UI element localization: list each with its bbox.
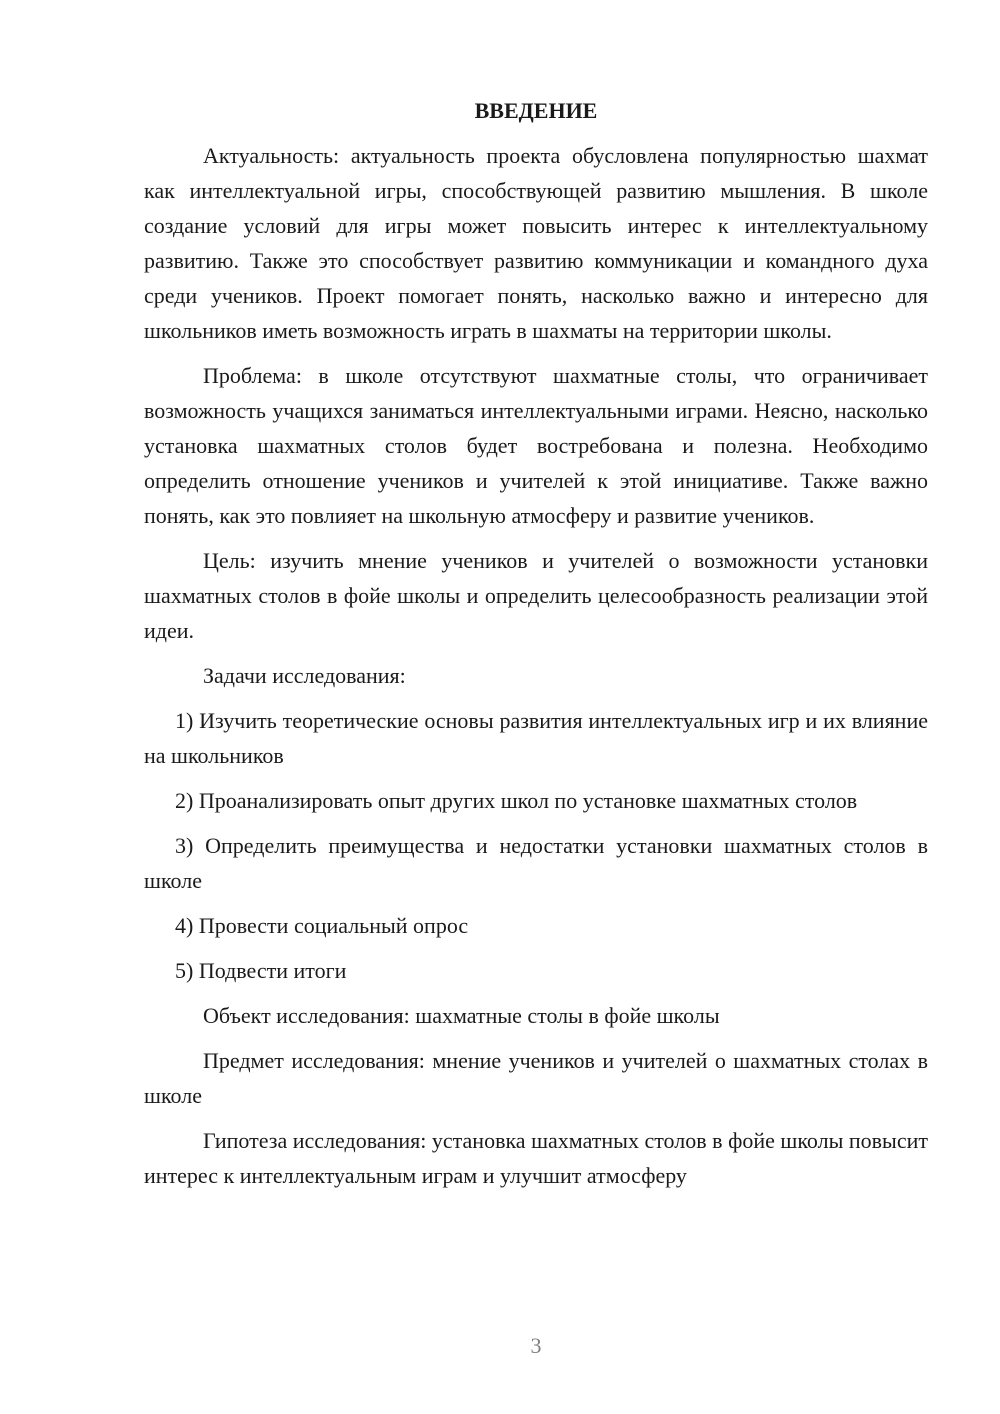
section-heading: ВВЕДЕНИЕ: [474, 98, 598, 123]
task-item-1: 1) Изучить теоретические основы развития интеллектуальных игр и их влияние на школьников: [144, 708, 928, 768]
tasks-title: Задачи исследования:: [203, 663, 406, 688]
page-number: 3: [530, 1333, 542, 1358]
task-item-2: 2) Проанализировать опыт других школ по установке шахматных столов: [175, 788, 858, 813]
subject-paragraph: Предмет исследования: мнение учеников и учителей о шахматных столах в школе: [144, 1048, 928, 1108]
tasks-list: [144, 703, 928, 988]
page-content: [144, 93, 928, 1203]
task-item-5: 5) Подвести итоги: [175, 958, 347, 983]
goal-paragraph: Цель: изучить мнение учеников и учителей о возможности установки шахматных столов в фойе школы и определить целесообразность реализации этой идеи.: [144, 548, 928, 643]
problem-paragraph: Проблема: в школе отсутствуют шахматные столы, что ограничивает возможность учащихся заниматься интеллектуальными играми. Неясно, насколько установка шахматных столов будет востребована и полезна. Необходимо определить отношение учеников и учителей к этой инициативе. Также важно понять, как это повлияет на школьную атмосферу и развитие учеников.: [144, 363, 928, 528]
task-item-4: 4) Провести социальный опрос: [175, 913, 469, 938]
task-item-3: 3) Определить преимущества и недостатки установки шахматных столов в школе: [144, 833, 928, 893]
object-paragraph: Объект исследования: шахматные столы в фойе школы: [203, 1003, 720, 1028]
relevance-paragraph: Актуальность: актуальность проекта обусловлена популярностью шахмат как интеллектуальной игры, способствующей развитию мышления. В школе создание условий для игры может повысить интерес к интеллектуальному развитию. Также это способствует развитию коммуникации и командного духа среди учеников. Проект помогает понять, насколько важно и интересно для школьников иметь возможность играть в шахматы на территории школы.: [144, 143, 928, 343]
hypothesis-paragraph: Гипотеза исследования: установка шахматных столов в фойе школы повысит интерес к интеллектуальным играм и улучшит атмосферу: [144, 1128, 928, 1188]
